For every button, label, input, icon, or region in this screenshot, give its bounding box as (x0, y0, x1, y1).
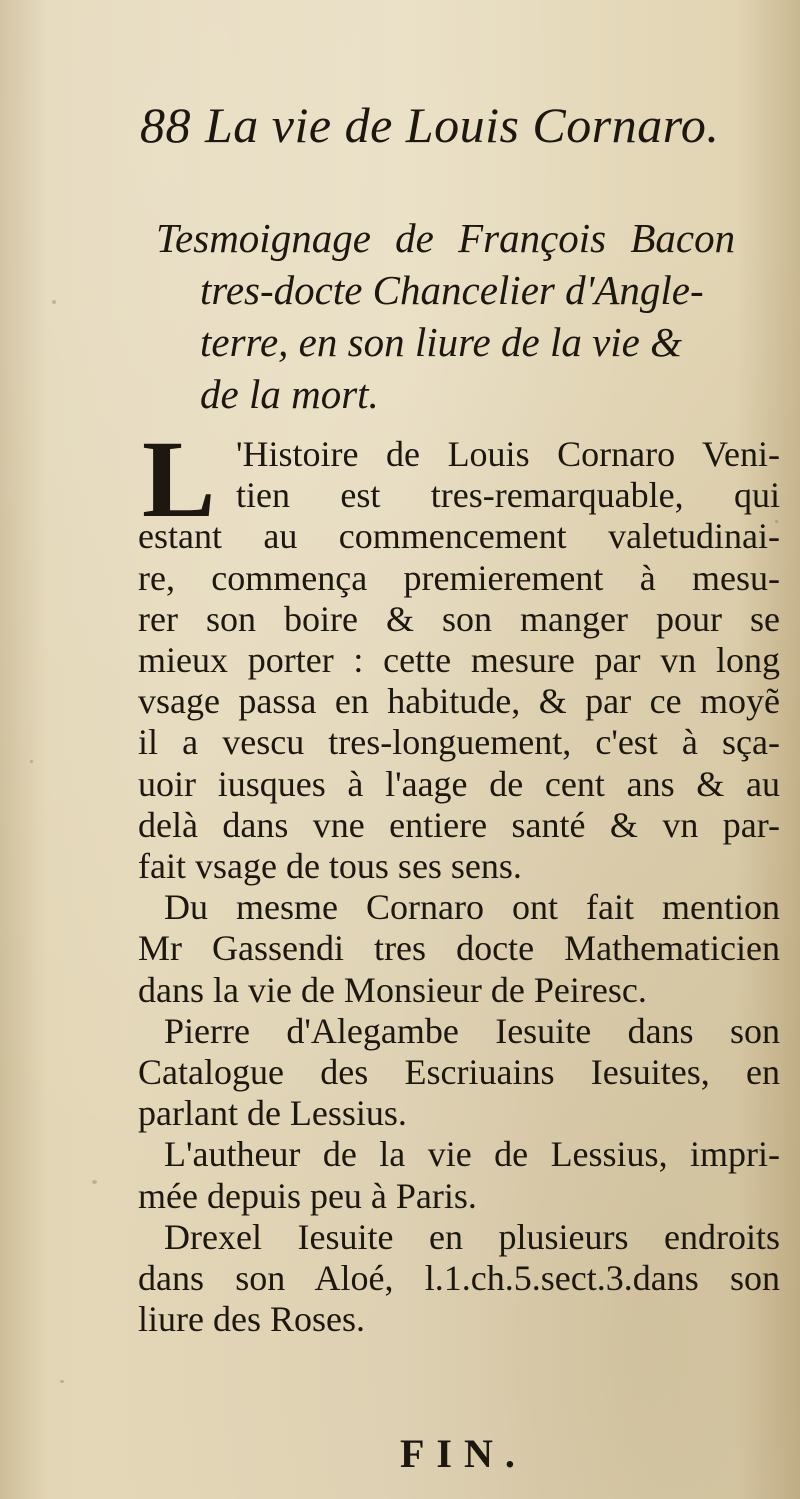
running-head (140, 96, 780, 154)
paragraph-alegambe (138, 1011, 780, 1135)
text-line: delà dans vne entiere santé & vn par- (138, 804, 780, 845)
text-line: fait vsage de tous ses sens. (138, 846, 522, 887)
text-line: Mr Gassendi tres docte Mathematicien (138, 928, 780, 969)
paper-speck (52, 300, 56, 304)
page-number: 88 (140, 97, 191, 153)
drop-cap: L (142, 418, 216, 540)
text-line: Catalogue des Escriuains Iesuites, en (138, 1052, 780, 1093)
text-line: Pierre d'Alegambe Iesuite dans son (164, 1010, 780, 1051)
paper-speck (92, 1180, 97, 1184)
title-line: Tesmoignage de François Bacon (156, 215, 736, 261)
text-line: parlant de Lessius. (138, 1093, 407, 1134)
body-text (138, 418, 780, 1340)
fin-mark: FIN. (400, 1431, 527, 1476)
text-line: dans la vie de Monsieur de Peiresc. (138, 969, 647, 1010)
running-title: La vie de Louis Cornaro. (205, 97, 720, 153)
text-line: mieux porter : cette mesure par vn long (138, 640, 780, 681)
text-line: Drexel Iesuite en plusieurs endroits (164, 1216, 780, 1257)
paragraph-bacon-quote (138, 418, 780, 887)
title-line: terre, en son liure de la vie & (200, 319, 683, 365)
paper-speck (30, 760, 33, 763)
title-line: de la mort. (200, 371, 379, 417)
text-line: il a vescu tres-longuement, c'est à sça- (138, 722, 780, 763)
text-line: vsage passa en habitude, & par ce moyẽ (138, 681, 780, 722)
text-line: mée depuis peu à Paris. (138, 1175, 477, 1216)
paragraph-lessius (138, 1134, 780, 1216)
text-line: Du mesme Cornaro ont fait mention (164, 887, 780, 928)
paragraph-gassendi (138, 887, 780, 1011)
text-line: tien est tres-remarquable, qui (236, 475, 780, 516)
paragraph-drexel (138, 1217, 780, 1341)
text-line: L'autheur de la vie de Lessius, impri- (164, 1134, 780, 1175)
text-line: liure des Roses. (138, 1299, 365, 1340)
text-line: uoir iusques à l'aage de cent ans & au (138, 763, 780, 804)
text-line: 'Histoire de Louis Cornaro Veni- (236, 434, 780, 474)
text-line: dans son Aloé, l.1.ch.5.sect.3.dans son (138, 1258, 780, 1299)
text-line: rer son boire & son manger pour se (138, 598, 780, 639)
text-line: estant au commencement valetudinai- (138, 516, 780, 557)
section-title (156, 212, 776, 420)
paper-speck (60, 1380, 64, 1383)
text-line: re, commença premierement à mesu- (138, 557, 780, 598)
title-line: tres-docte Chancelier d'Angle- (200, 267, 704, 313)
